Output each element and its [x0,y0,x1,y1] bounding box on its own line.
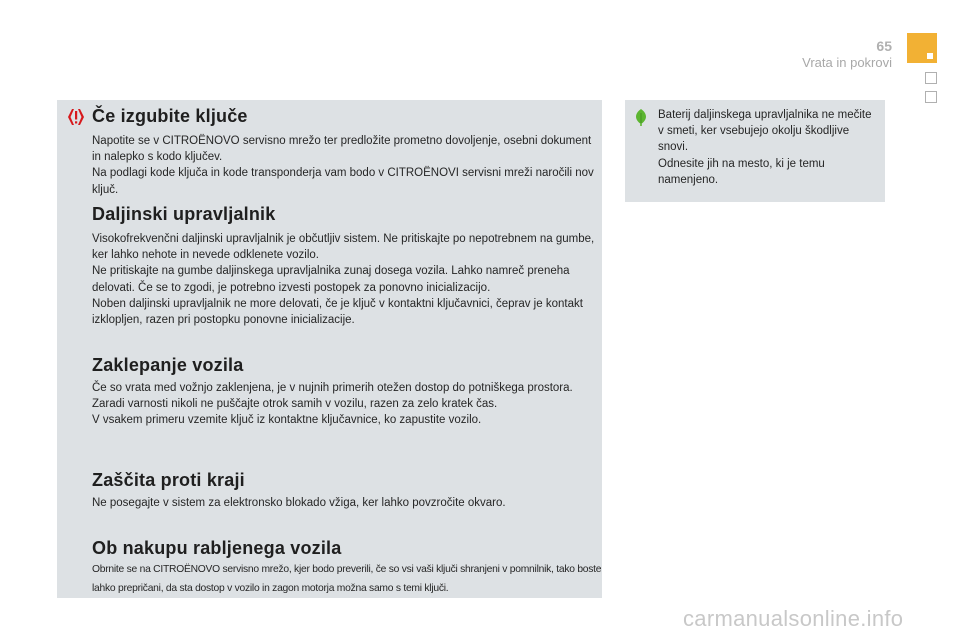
paragraph-remote-control: Visokofrekvenčni daljinski upravljalnik je občutljiv sistem. Ne pritiskajte po nepotrebnem na gumbe, ker lahko nehote in nevede odklenete vozilo. Ne pritiskajte na gumbe daljinskega upravljalnika zunaj dosega vozila. Lahko namreč preneha delovati. Če se to zgodi, je potrebno izvesti postopek za ponovno inicializacijo. Noben daljinski upravljalnik ne more delovati, če je ključ v kontaktni ključavnici, čeprav je kontakt izklopljen, razen pri postopku ponovne inicializacije. [92,233,595,327]
leaf-environment-icon [632,108,650,126]
section-title: Vrata in pokrovi [802,55,892,70]
paragraph-used-vehicle: Obrnite se na CITROËNOVO servisno mrežo, kjer bodo preverili, če so vsi vaši ključi shranjeni v pomnilnik, tako boste lahko prepričani, da sta dostop v vozilo in zagon motorja možna samo s temi ključi. [92,564,602,594]
heading-lost-keys: Če izgubite ključe [92,106,248,126]
paragraph-anti-theft: Ne posegajte v sistem za elektronsko blokado vžiga, ker lahko povzročite okvaro. [92,497,506,509]
paragraph-vehicle-locking: Če so vrata med vožnjo zaklenjena, je v nujnih primerih otežen dostop do potniškega prostora. Zaradi varnosti nikoli ne puščajte otrok samih v vozilu, razen za zelo kratek čas. V vsakem primeru vzemite ključ iz kontaktne ključavnice, ko zapustite vozilo. [92,382,573,427]
paragraph-lost-keys: Napotite se v CITROËNOVO servisno mrežo ter predložite prometno dovoljenje, osebni dokument in nalepko s kodo ključev. Na podlagi kode ključa in kode transponderja vam bodo v CITROËNOVI servisni mreži naročili nov ključ. [92,135,594,196]
environment-note-text: Baterij daljinskega upravljalnika ne mečite v smeti, ker vsebujejo okolju škodljive snovi. Odnesite jih na mesto, ki je temu namenjeno. [658,109,872,186]
chapter-nav-square [925,91,937,103]
heading-remote-control: Daljinski upravljalnik [92,204,276,224]
chapter-nav-square [925,72,937,84]
watermark-text: carmanualsonline.info [683,606,904,631]
chapter-tab-marker [907,33,937,63]
heading-used-vehicle: Ob nakupu rabljenega vozila [92,538,342,558]
heading-vehicle-locking: Zaklepanje vozila [92,355,244,375]
page-number: 65 [876,38,892,54]
heading-anti-theft: Zaščita proti kraji [92,470,245,490]
exclamation-warning-icon [67,108,85,126]
